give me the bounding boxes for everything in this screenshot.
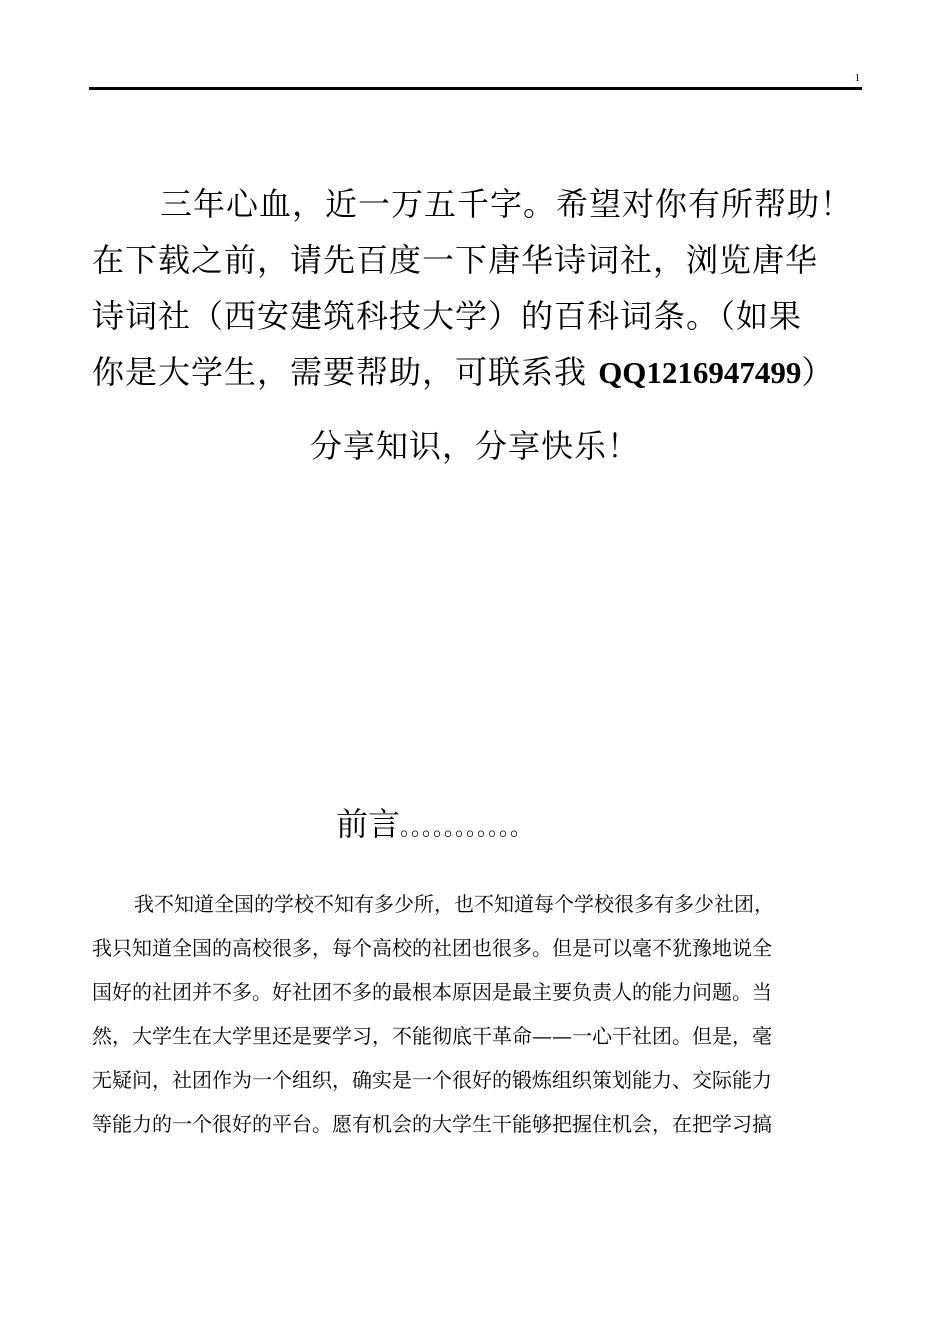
intro-line-1: 三年心血，近一万五千字。希望对你有所帮助！ xyxy=(160,185,854,223)
preface-body xyxy=(92,882,862,1146)
preface-line-4: 然，大学生在大学里还是要学习，不能彻底干革命——一心干社团。但是，毫 xyxy=(92,1024,772,1048)
intro-line-4-text: 你是大学生，需要帮助，可联系我 xyxy=(92,353,599,391)
header-rule xyxy=(89,87,862,90)
slogan: 分享知识，分享快乐！ xyxy=(309,427,640,465)
preface-line-6: 等能力的一个很好的平台。愿有机会的大学生干能够把握住机会，在把学习搞 xyxy=(92,1112,772,1136)
intro-line-2: 在下载之前，请先百度一下唐华诗词社，浏览唐华 xyxy=(92,241,819,279)
preface-line-1: 我不知道全国的学校不知有多少所，也不知道每个学校很多有多少社团， xyxy=(134,892,774,916)
preface-line-5: 无疑问，社团作为一个组织，确实是一个很好的锻炼组织策划能力、交际能力 xyxy=(92,1068,772,1092)
intro-line-4 xyxy=(92,344,862,400)
intro-paragraph xyxy=(92,176,862,400)
preface-title-text: 前言 xyxy=(336,805,401,843)
preface-title-dots: 。。。。。。。。。。。 xyxy=(400,816,533,841)
qq-number: QQ1216947499 xyxy=(598,355,802,390)
preface-line-2: 我只知道全国的高校很多，每个高校的社团也很多。但是可以毫不犹豫地说全 xyxy=(92,936,772,960)
intro-line-4-close: ） xyxy=(801,353,835,391)
page-number: 1 xyxy=(854,72,860,84)
preface-line-3: 国好的社团并不多。好社团不多的最根本原因是最主要负责人的能力问题。当 xyxy=(92,980,772,1004)
preface-title xyxy=(336,796,532,857)
intro-line-3: 诗词社（西安建筑科技大学）的百科词条。（如果 xyxy=(92,297,803,335)
